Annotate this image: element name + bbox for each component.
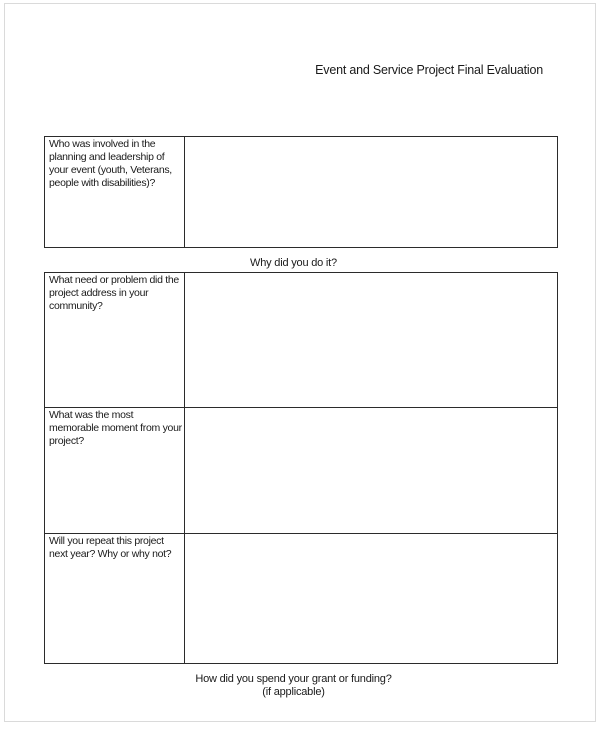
answer-cell-memorable[interactable]: [185, 408, 558, 534]
footer-caption: [44, 673, 543, 698]
answer-cell-repeat[interactable]: [185, 534, 558, 664]
table-row: [45, 408, 558, 534]
answer-cell-involvement[interactable]: [185, 137, 558, 248]
table-row: [45, 534, 558, 664]
funding-question: How did you spend your grant or funding?: [195, 673, 392, 685]
answer-cell-need[interactable]: [185, 273, 558, 408]
table-row: [45, 137, 558, 248]
question-cell-involvement: Who was involved in the planning and leadership of your event (youth, Veterans, people with disabilities)?: [45, 137, 185, 248]
question-cell-memorable: What was the most memorable moment from your project?: [45, 408, 185, 534]
question-cell-repeat: Will you repeat this project next year? Why or why not?: [45, 534, 185, 664]
question-cell-need: What need or problem did the project address in your community?: [45, 273, 185, 408]
funding-applicable-note: (if applicable): [262, 685, 325, 698]
table-row: [45, 273, 558, 408]
evaluation-table: [44, 272, 558, 664]
involvement-table: [44, 136, 558, 248]
page-title: Event and Service Project Final Evaluation: [315, 63, 543, 77]
section-heading-why: Why did you do it?: [250, 257, 337, 269]
